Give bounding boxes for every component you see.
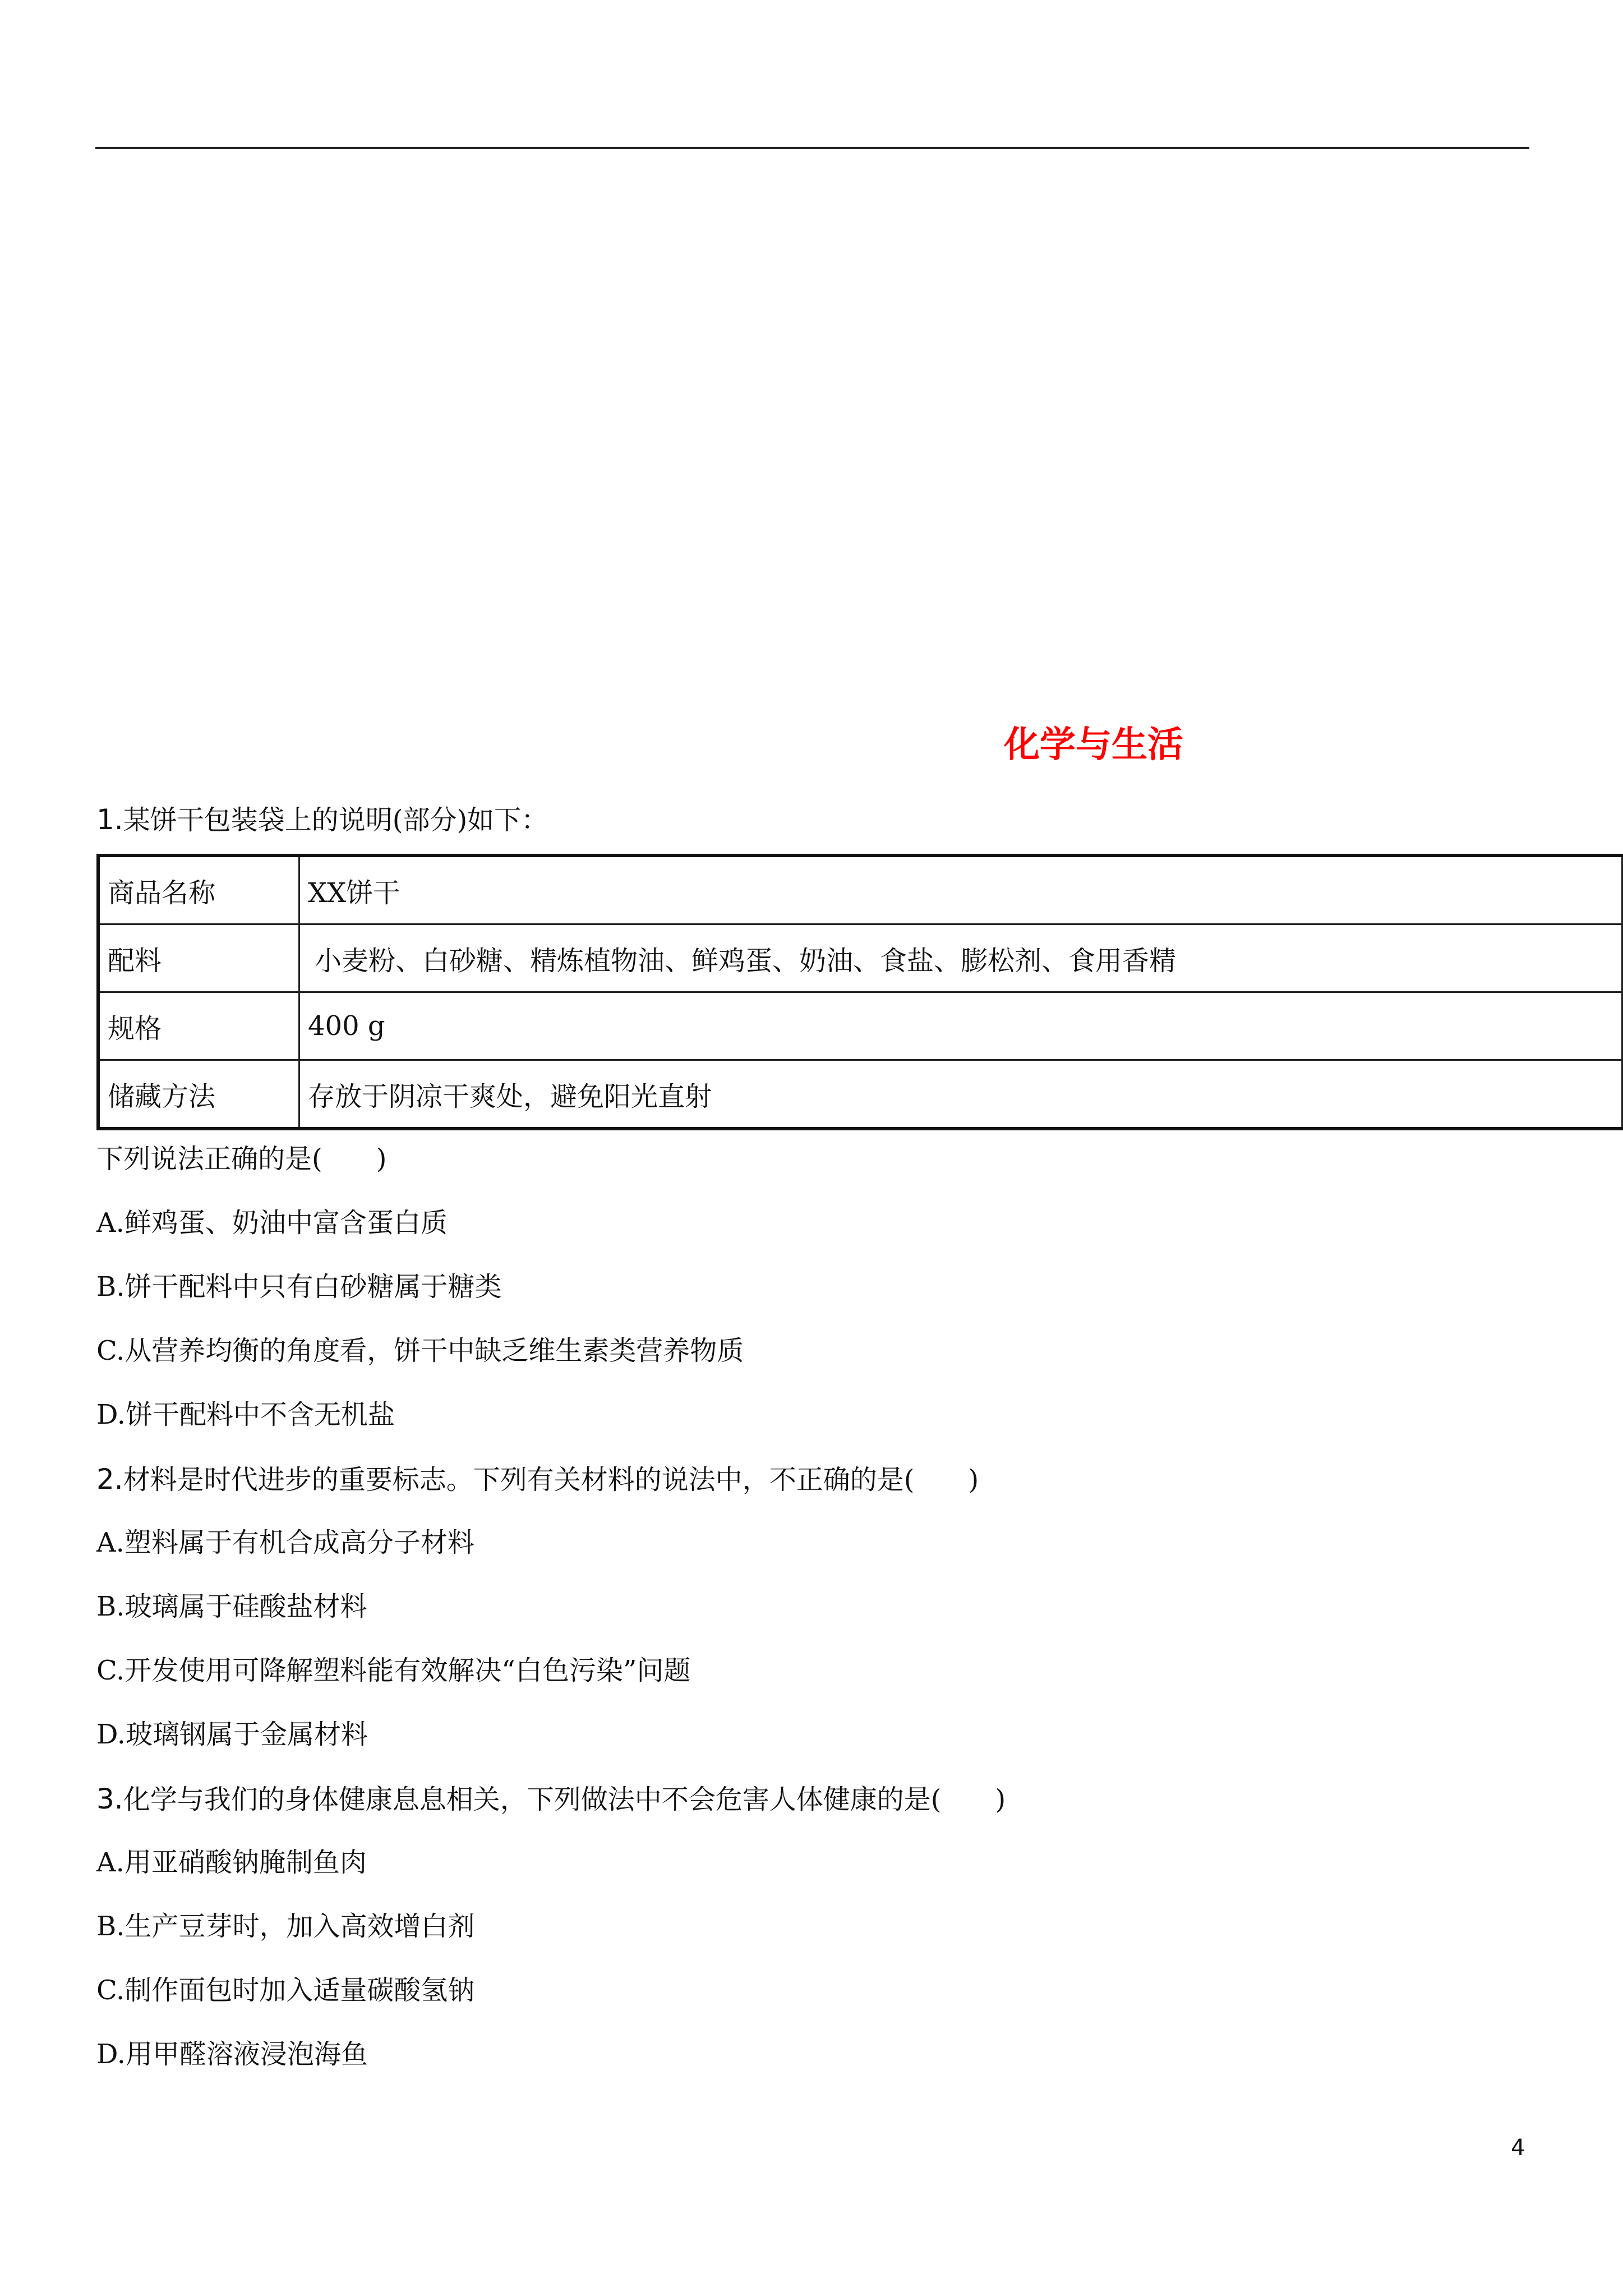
page-number: 4 [1511, 2135, 1525, 2161]
page-title: 化学与生活 [1004, 724, 1183, 766]
table-row [98, 924, 1622, 992]
table-cell-label: 商品名称 [98, 855, 299, 924]
table-cell-label: 配料 [98, 924, 299, 992]
biscuit-info-table [96, 854, 1623, 1130]
question-1-stem [96, 803, 548, 836]
question-2-option-b: B.玻璃属于硅酸盐材料 [96, 1591, 367, 1622]
table-cell-value: 400 g [299, 992, 1622, 1060]
question-1-number: 1. [96, 803, 123, 836]
question-3-option-d: D.用甲醛溶液浸泡海鱼 [96, 2039, 368, 2070]
question-1-prompt: 下列说法正确的是( ) [96, 1143, 387, 1175]
question-3-option-b: B.生产豆芽时，加入高效增白剂 [96, 1911, 475, 1942]
question-3-option-c: C.制作面包时加入适量碳酸氢钠 [96, 1975, 475, 2006]
table-cell-value: 存放于阴凉干爽处，避免阳光直射 [299, 1060, 1622, 1129]
table-row [98, 992, 1622, 1060]
table-cell-value: 小麦粉、白砂糖、精炼植物油、鲜鸡蛋、奶油、食盐、膨松剂、食用香精 [299, 924, 1622, 992]
question-3-option-a: A.用亚硝酸钠腌制鱼肉 [96, 1847, 367, 1878]
table-cell-label: 规格 [98, 992, 299, 1060]
question-3-stem-text: 化学与我们的身体健康息息相关，下列做法中不会危害人体健康的是( ) [123, 1784, 1006, 1815]
table-row [98, 855, 1622, 924]
question-1-option-c: C.从营养均衡的角度看，饼干中缺乏维生素类营养物质 [96, 1335, 744, 1366]
question-2-stem-text: 材料是时代进步的重要标志。下列有关材料的说法中，不正确的是( ) [123, 1464, 979, 1496]
question-2-option-d: D.玻璃钢属于金属材料 [96, 1719, 368, 1750]
question-1-option-b: B.饼干配料中只有白砂糖属于糖类 [96, 1271, 502, 1303]
question-2-option-a: A.塑料属于有机合成高分子材料 [96, 1527, 474, 1558]
question-2-option-c: C.开发使用可降解塑料能有效解决“白色污染”问题 [96, 1655, 691, 1686]
question-1-option-a: A.鲜鸡蛋、奶油中富含蛋白质 [96, 1207, 448, 1239]
question-3-number: 3. [96, 1783, 123, 1815]
table-cell-label: 储藏方法 [98, 1060, 299, 1129]
table-cell-value: XX饼干 [299, 855, 1622, 924]
question-3-stem [96, 1785, 1006, 1813]
question-2-number: 2. [96, 1463, 123, 1496]
question-1-stem-text: 某饼干包装袋上的说明(部分)如下： [123, 804, 548, 836]
question-2-stem [96, 1463, 979, 1496]
table-row [98, 1060, 1622, 1129]
header-rule [95, 147, 1529, 149]
question-1-option-d: D.饼干配料中不含无机盐 [96, 1399, 395, 1430]
